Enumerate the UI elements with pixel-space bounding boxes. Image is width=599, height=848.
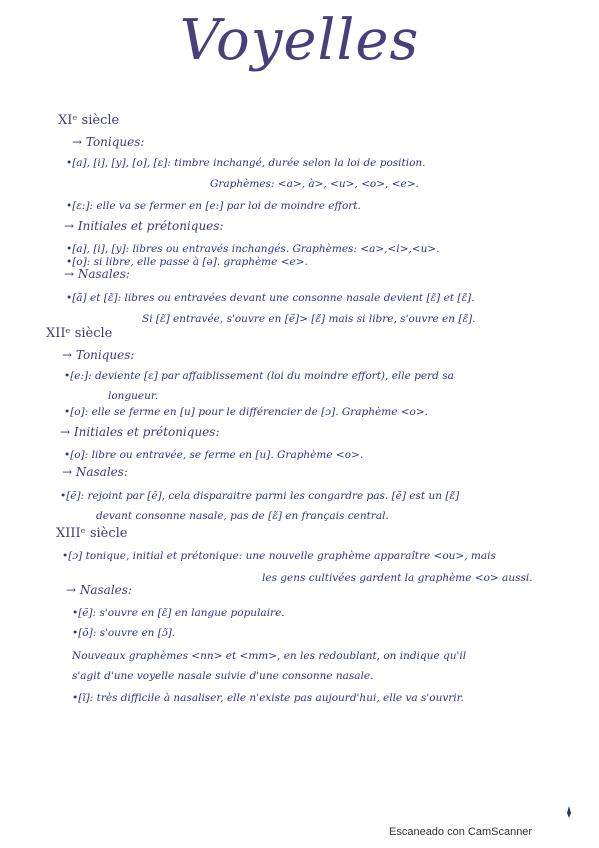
scanner-watermark: Escaneado con CamScanner: [389, 826, 533, 838]
note-line: longueur.: [108, 390, 159, 402]
pencil-mark-icon: [566, 806, 572, 818]
note-line: •[a], [i], [y], [o], [ɛ]: timbre inchangé, durée selon la loi de position.: [66, 157, 426, 169]
section-label-initiales-12: → Initiales et prétoniques:: [60, 425, 220, 439]
note-line: •[ɔ] tonique, initial et prétonique: une nouvelle graphème apparaître <ou>, mais: [62, 550, 496, 562]
note-line: •[o]: si libre, elle passe à [ə]. graphème <e>.: [66, 256, 308, 268]
note-line: Si [ɛ̃] entravée, s'ouvre en [ẽ]> [ɛ̃] mais si libre, s'ouvre en [ɛ̃].: [142, 313, 476, 325]
page-title: Voyelles: [179, 8, 420, 73]
note-line: •[ẽ]: s'ouvre en [ɛ̃] en langue populaire.: [72, 607, 285, 619]
note-line: •[a], [i], [y]: libres ou entravés inchangés. Graphèmes: <a>,<i>,<u>.: [66, 243, 440, 255]
section-label-toniques-12: → Toniques:: [62, 348, 135, 362]
note-line: •[ẽ]: rejoint par [ẽ], cela disparaitre parmi les congardre pas. [ẽ] est un [ɛ̃]: [60, 490, 460, 502]
section-label-toniques-11: → Toniques:: [72, 135, 145, 149]
note-line: s'agit d'une voyelle nasale suivie d'une consonne nasale.: [72, 670, 374, 682]
note-line: •[ĩ]: très difficile à nasaliser, elle n'existe pas aujourd'hui, elle va s'ouvrir.: [72, 692, 464, 704]
section-label-nasales-12: → Nasales:: [62, 465, 128, 479]
note-line: •[ã] et [ɛ̃]: libres ou entravées devant une consonne nasale devient [ɛ̃] et [ɛ̃].: [66, 292, 475, 304]
section-label-nasales-13: → Nasales:: [66, 583, 132, 597]
section-label-nasales-11: → Nasales:: [64, 267, 130, 281]
note-line: Graphèmes: <a>, à>, <u>, <o>, <e>.: [210, 178, 419, 190]
century-heading-13: XIIIᵉ siècle: [56, 526, 128, 541]
note-line: •[e:]: deviente [ɛ] par affaiblissement (loi du moindre effort), elle perd sa: [64, 370, 454, 382]
note-line: •[õ]: s'ouvre en [ɔ̃].: [72, 627, 176, 639]
note-line: •[o]: elle se ferme en [u] pour le différencier de [ɔ]. Graphème <o>.: [64, 406, 428, 418]
note-line: devant consonne nasale, pas de [ɛ̃] en français central.: [96, 510, 389, 522]
century-heading-11: XIᵉ siècle: [58, 113, 120, 128]
note-line: •[o]: libre ou entravée, se ferme en [u]. Graphème <o>.: [64, 449, 364, 461]
note-line: •[ɛ:]: elle va se fermer en [e:] par loi de moindre effort.: [66, 200, 361, 212]
century-heading-12: XIIᵉ siècle: [46, 326, 113, 341]
note-line: Nouveaux graphèmes <nn> et <mm>, en les redoublant, on indique qu'il: [72, 650, 467, 662]
note-line: les gens cultivées gardent la graphème <o> aussi.: [262, 572, 533, 584]
section-label-initiales-11: → Initiales et prétoniques:: [64, 219, 224, 233]
